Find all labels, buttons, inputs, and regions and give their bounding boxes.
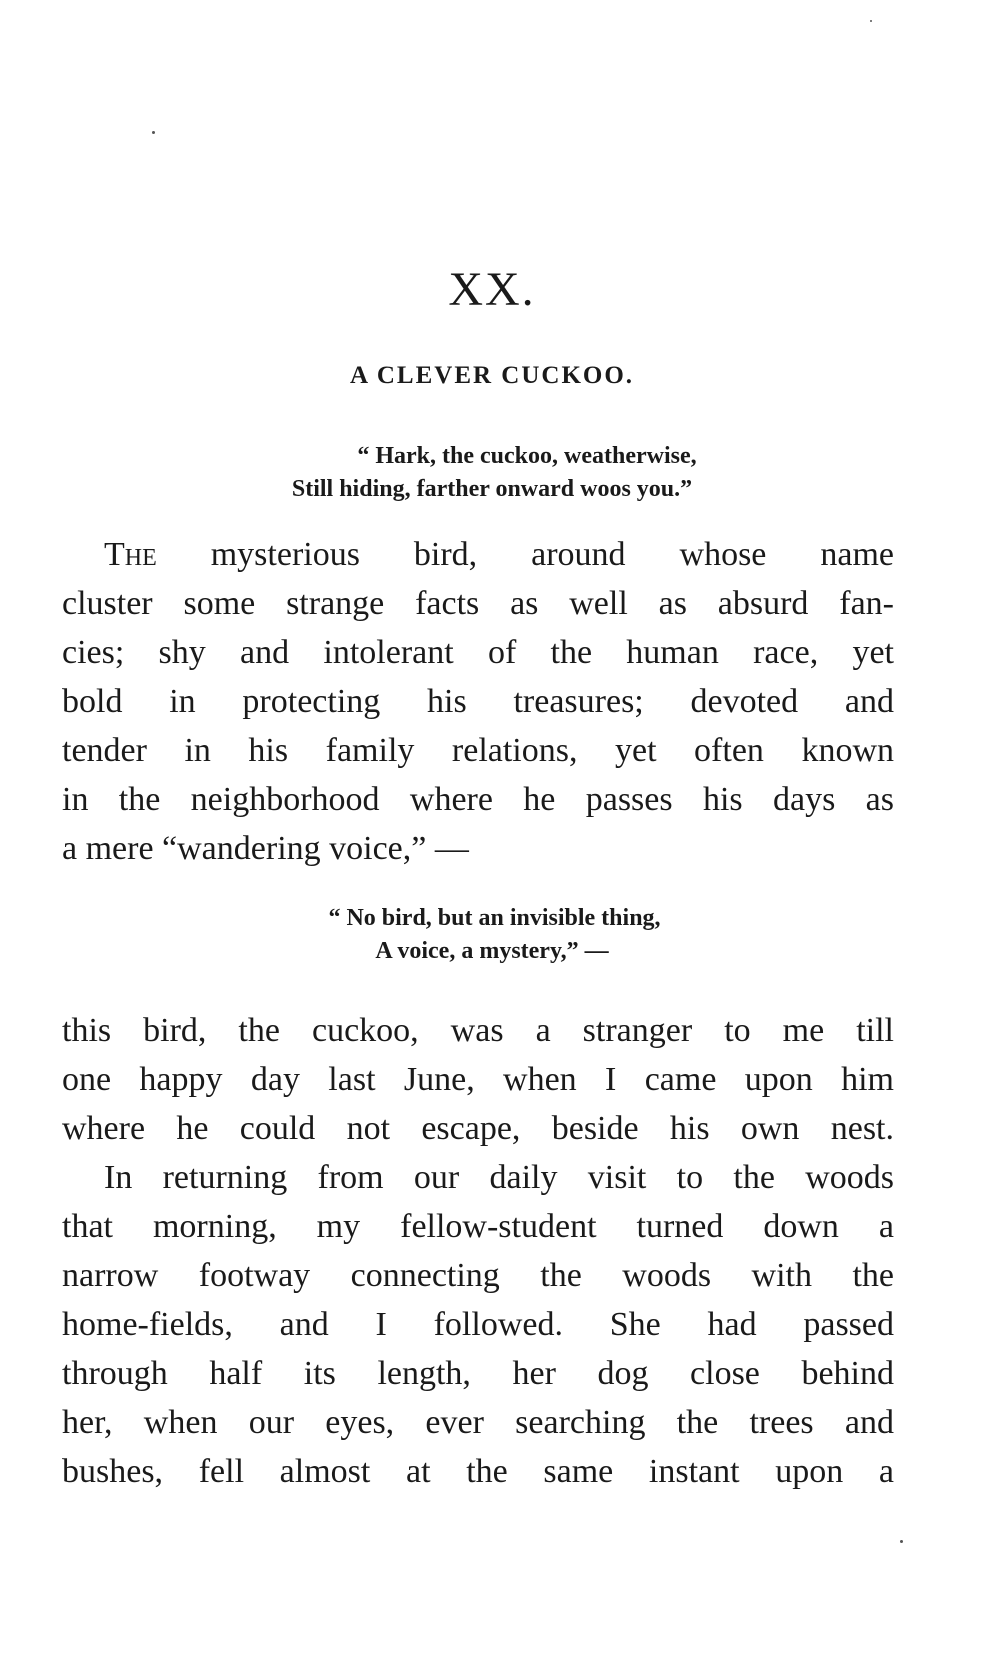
paragraph-line: where he could not escape, beside his own nest. [62,1110,894,1147]
paragraph-line: cluster some strange facts as well as absurd fan- [62,585,894,622]
print-speck [152,131,155,134]
paragraph-line: through half its length, her dog close behind [62,1355,894,1392]
paragraph-line: one happy day last June, when I came upon him [62,1061,894,1098]
paragraph-line: home-fields, and I followed. She had passed [62,1306,894,1343]
paragraph-line: a mere “wandering voice,” — [62,830,469,867]
epigraph-inline [0,902,984,968]
paragraph-line: her, when our eyes, ever searching the trees and [62,1404,894,1441]
paragraph-line [62,530,894,579]
paragraph-returning [62,1153,894,1496]
epigraph-line: A voice, a mystery,” — [375,938,609,964]
paragraph-opening [62,530,894,873]
chapter-title: A CLEVER CUCKOO. [349,362,635,389]
paragraph-line: bold in protecting his treasures; devoted and [62,683,894,720]
paragraph-line-text: mysterious bird, around whose name [156,536,894,573]
epigraph-line: “ Hark, the cuckoo, weatherwise, [357,443,697,469]
epigraph-line: “ No bird, but an invisible thing, [328,905,661,931]
print-speck [870,20,872,22]
paragraph-line: in the neighborhood where he passes his days as [62,781,894,818]
epigraph-top [0,440,984,506]
paragraph-line: cies; shy and intolerant of the human race, yet [62,634,894,671]
paragraph-line: In returning from our daily visit to the woods [104,1159,894,1196]
paragraph-continuation [62,1006,894,1153]
drop-word: The [104,536,157,573]
print-speck [900,1540,903,1543]
paragraph-line: bushes, fell almost at the same instant upon a [62,1453,894,1490]
paragraph-line: narrow footway connecting the woods with the [62,1257,894,1294]
epigraph-line: Still hiding, farther onward woos you.” [291,476,693,502]
paragraph-line: this bird, the cuckoo, was a stranger to me till [62,1012,894,1049]
paragraph-line: that morning, my fellow-student turned down a [62,1208,894,1245]
chapter-number: XX. [448,263,536,316]
paragraph-line: tender in his family relations, yet often known [62,732,894,769]
